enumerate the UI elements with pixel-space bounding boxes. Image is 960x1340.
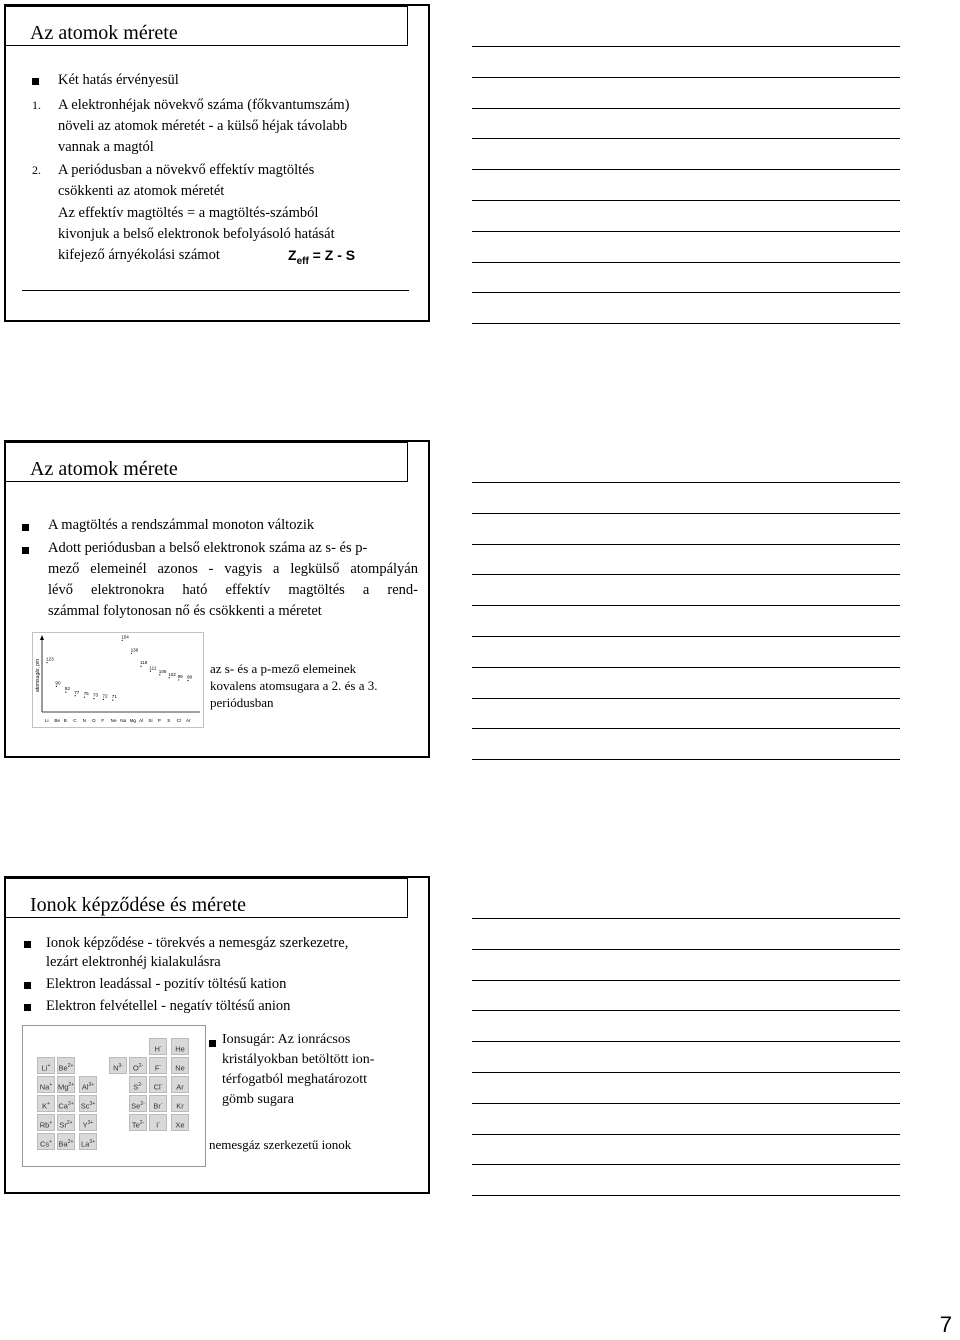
ion-symbol: Sc: [80, 1101, 90, 1111]
bullet-square-icon: [22, 524, 29, 531]
data-label: 111: [149, 665, 157, 671]
bullet-square-icon: [22, 547, 29, 554]
data-point: [65, 692, 66, 693]
data-label: 90: [55, 680, 61, 686]
note-line: [472, 1072, 900, 1073]
ion-cell: [79, 1133, 97, 1150]
bullet-2-line-4: számmal folytonosan nő és csökkenti a méretet: [48, 603, 322, 619]
x-tick-label: Be: [54, 718, 61, 723]
data-label: 102: [168, 671, 176, 677]
note-line: [472, 698, 900, 699]
data-point: [46, 662, 47, 663]
x-tick-label: F: [101, 718, 105, 723]
slide-3: [4, 876, 430, 1194]
ion-symbol: Br: [153, 1101, 161, 1111]
formula-subscript: eff: [296, 255, 309, 267]
ion-charge: 2-: [140, 1101, 145, 1107]
note-line: [472, 138, 900, 139]
bullet-2-line-3: lévő elektronokra ható effektív magtöltés a rend-: [48, 582, 418, 598]
ion-charge: 2+: [68, 1082, 75, 1088]
data-point: [75, 695, 76, 696]
ion-cell: [37, 1114, 55, 1131]
ion-symbol: N: [113, 1063, 119, 1073]
note-line: [472, 980, 900, 981]
data-point: [122, 640, 123, 641]
ion-charge: 2-: [139, 1120, 145, 1126]
list-item-2-line-1: A periódusban a növekvő effektív magtöltés: [58, 162, 315, 178]
x-tick-label: S: [167, 718, 171, 723]
ion-symbol: Al: [81, 1082, 89, 1092]
side-bullet-line-2: kristályokban betöltött ion-: [222, 1052, 375, 1067]
ion-charge: -: [158, 1120, 160, 1126]
bullet-square-icon: [32, 78, 39, 85]
ion-cell: [57, 1095, 75, 1112]
formula-z: Z: [288, 247, 297, 263]
ion-cell: [79, 1076, 97, 1093]
ion-cell: [57, 1076, 75, 1093]
ion-cell: [129, 1076, 147, 1093]
data-point: [56, 686, 57, 687]
ion-cell: [79, 1095, 97, 1112]
ion-symbol: Ca: [58, 1101, 68, 1111]
ion-cell: [149, 1114, 167, 1131]
note-line: [472, 949, 900, 950]
data-point: [84, 697, 85, 698]
ion-symbol: Xe: [175, 1120, 185, 1130]
data-point: [150, 671, 151, 672]
x-tick-label: P: [157, 718, 161, 723]
side-note: nemesgáz szerkezetű ionok: [209, 1137, 352, 1152]
note-line: [472, 513, 900, 514]
ion-charge: +: [47, 1101, 50, 1107]
list-item-1-line-3: vannak a magtól: [58, 139, 154, 155]
ion-symbol: O: [132, 1063, 139, 1073]
slide-3-bullet-2: Elektron leadással - pozitív töltésű kation: [46, 976, 287, 992]
note-line: [472, 231, 900, 232]
ion-symbol: Rb: [39, 1120, 50, 1130]
slide-2-bullet-1: A magtöltés a rendszámmal monoton változik: [48, 517, 315, 533]
ion-charge: +: [49, 1120, 53, 1126]
note-line: [472, 574, 900, 575]
ion-symbol: Sr: [59, 1120, 67, 1130]
x-tick-label: Li: [45, 718, 49, 723]
ion-charge: -: [159, 1044, 162, 1050]
data-point: [169, 677, 170, 678]
ion-grid: [23, 1026, 205, 1166]
ion-cell: [129, 1095, 147, 1112]
ion-cell: [37, 1057, 55, 1074]
note-line: [472, 728, 900, 729]
chart-caption-line-1: az s- és a p-mező elemeinek: [210, 661, 357, 676]
ion-symbol: Y: [82, 1120, 88, 1130]
x-tick-label: Cl: [176, 718, 181, 723]
data-label: 77: [74, 689, 80, 695]
data-point: [103, 699, 104, 700]
ion-symbol: Be: [58, 1063, 68, 1073]
ion-symbol: Ar: [176, 1082, 184, 1092]
x-tick-label: C: [73, 718, 77, 723]
paragraph-line-2: kivonjuk a belső elektronok befolyásoló hatását: [58, 226, 335, 242]
slide-3-title: Ionok képződése és mérete: [30, 894, 247, 916]
ion-charge: 3+: [89, 1139, 96, 1145]
ion-symbol: Cs: [39, 1139, 50, 1149]
data-point: [140, 666, 141, 667]
note-line: [472, 636, 900, 637]
ion-symbol: Ba: [58, 1139, 68, 1149]
ion-cell: [149, 1095, 167, 1112]
ion-charge: 3+: [89, 1101, 96, 1107]
ion-cell: [171, 1095, 189, 1112]
ion-charge: 2+: [67, 1139, 74, 1145]
page-number: 7: [939, 1312, 952, 1337]
ion-symbol: He: [175, 1044, 185, 1054]
note-line: [472, 918, 900, 919]
paragraph-line-1: Az effektív magtöltés = a magtöltés-számból: [58, 205, 319, 221]
ion-cell: [37, 1133, 55, 1150]
data-point: [159, 674, 160, 675]
paragraph-line-3: kifejező árnyékolási számot: [58, 247, 220, 263]
chart-caption-line-3: periódusban: [210, 695, 274, 710]
slide-3-bullet-1-line-1: Ionok képződése - törekvés a nemesgáz szerkezetre,: [46, 935, 349, 951]
note-line: [472, 605, 900, 606]
ion-charge: +: [47, 1063, 51, 1069]
side-bullet-line-3: térfogatból meghatározott: [222, 1072, 367, 1087]
slide-3-bullet-1-line-2: lezárt elektronhéj kialakulásra: [46, 954, 221, 970]
side-bullet-line-4: gömb sugara: [222, 1092, 294, 1107]
data-point: [187, 680, 188, 681]
ion-table-figure: [22, 1025, 206, 1167]
ion-charge: 2+: [66, 1120, 73, 1126]
ion-charge: 2+: [67, 1063, 74, 1069]
atomic-radius-chart: [32, 632, 204, 728]
bullet-square-icon: [24, 941, 31, 948]
data-label: 118: [140, 660, 148, 666]
ion-cell: [57, 1133, 75, 1150]
ion-charge: -: [159, 1063, 162, 1069]
bullet-square-icon: [24, 982, 31, 989]
ion-charge: 2-: [138, 1082, 143, 1088]
ion-symbol: Kr: [176, 1101, 184, 1111]
ion-cell: [171, 1057, 189, 1074]
ion-cell: [149, 1057, 167, 1074]
x-tick-label: Mg: [129, 718, 136, 723]
ion-cell: [149, 1038, 167, 1055]
bullet-square-icon: [209, 1040, 216, 1047]
note-line: [472, 1041, 900, 1042]
slide-1-title: Az atomok mérete: [30, 22, 178, 44]
data-label: 136: [130, 647, 139, 653]
data-label: 75: [83, 691, 89, 697]
ion-symbol: H: [154, 1044, 160, 1054]
ion-symbol: Ne: [175, 1063, 185, 1073]
note-line: [472, 169, 900, 170]
note-line: [472, 1134, 900, 1135]
x-tick-label: N: [82, 718, 86, 723]
bullet-2-line-2: mező elemeinél azonos - vagyis a legkülső atompályán: [48, 561, 418, 577]
note-line: [472, 667, 900, 668]
data-label: 99: [177, 673, 183, 679]
data-point: [93, 698, 94, 699]
chart-caption-line-2: kovalens atomsugara a 2. és a 3.: [210, 678, 378, 693]
side-bullet-line-1: Ionsugár: Az ionrácsos: [222, 1032, 351, 1047]
note-line: [472, 292, 900, 293]
ion-symbol: Mg: [58, 1082, 69, 1092]
data-label: 154: [121, 634, 129, 640]
ion-symbol: Na: [39, 1082, 50, 1092]
list-number: 2.: [32, 163, 41, 177]
ion-symbol: Li: [41, 1063, 48, 1073]
data-point: [131, 653, 132, 654]
x-tick-label: Al: [139, 718, 144, 723]
x-tick-label: Na: [120, 718, 127, 723]
zeff-formula: [288, 245, 355, 272]
list-item-2-line-2: csökkenti az atomok méretét: [58, 183, 225, 199]
list-item-1-line-1: A elektronhéjak növekvő száma (főkvantumszám): [58, 97, 350, 113]
note-line: [472, 1195, 900, 1196]
data-point: [178, 679, 179, 680]
ion-cell: [149, 1076, 167, 1093]
ion-charge: +: [49, 1139, 53, 1145]
slide-2-title: Az atomok mérete: [30, 458, 178, 480]
ion-charge: 2+: [67, 1101, 74, 1107]
ion-charge: +: [49, 1082, 53, 1088]
ion-charge: 3-: [118, 1063, 123, 1069]
ion-symbol: F: [154, 1063, 160, 1073]
bullet-square-icon: [24, 1004, 31, 1011]
ion-cell: [109, 1057, 127, 1074]
data-label: 72: [102, 693, 108, 699]
ion-cell: [171, 1114, 189, 1131]
note-line: [472, 108, 900, 109]
ion-cell: [171, 1038, 189, 1055]
note-line: [472, 1164, 900, 1165]
ion-cell: [79, 1114, 97, 1131]
ion-symbol: K: [42, 1101, 48, 1111]
ion-charge: -: [160, 1101, 163, 1107]
ion-cell: [57, 1057, 75, 1074]
data-point: [112, 699, 113, 700]
data-label: 123: [46, 656, 54, 662]
data-label: 82: [64, 686, 70, 692]
list-number: 1.: [32, 98, 41, 112]
slide-3-bullet-3: Elektron felvétellel - negatív töltésű anion: [46, 998, 291, 1014]
formula-rest: = Z - S: [308, 247, 356, 263]
data-label: 98: [187, 674, 193, 680]
slide-1-underline: [22, 290, 409, 291]
ion-symbol: I: [156, 1120, 159, 1130]
x-tick-label: Ne: [110, 718, 117, 723]
ion-symbol: Te: [131, 1120, 140, 1130]
ion-symbol: La: [80, 1139, 90, 1149]
note-line: [472, 323, 900, 324]
note-line: [472, 482, 900, 483]
slide-1-bullet: Két hatás érvényesül: [58, 72, 179, 88]
x-tick-label: Si: [148, 718, 153, 723]
note-line: [472, 77, 900, 78]
ion-cell: [57, 1114, 75, 1131]
ion-charge: 3+: [88, 1082, 95, 1088]
note-line: [472, 1010, 900, 1011]
note-line: [472, 200, 900, 201]
x-tick-label: O: [92, 718, 96, 723]
ion-cell: [129, 1114, 147, 1131]
x-tick-label: B: [63, 718, 67, 723]
ion-charge: 2-: [138, 1063, 144, 1069]
ion-charge: -: [160, 1082, 163, 1088]
note-line: [472, 759, 900, 760]
ion-cell: [129, 1057, 147, 1074]
y-axis-label: atomsugár, pm: [35, 658, 41, 692]
note-line: [472, 262, 900, 263]
x-tick-label: Ar: [186, 718, 191, 723]
note-line: [472, 46, 900, 47]
note-line: [472, 544, 900, 545]
ion-symbol: Cl: [153, 1082, 161, 1092]
ion-symbol: Se: [131, 1101, 141, 1111]
data-label: 71: [111, 694, 117, 700]
ion-cell: [37, 1076, 55, 1093]
ion-symbol: S: [133, 1082, 139, 1092]
slide-2-bullet-2: [48, 538, 418, 622]
ion-cell: [171, 1076, 189, 1093]
bullet-2-line-1: Adott periódusban a belső elektronok száma az s- és p-: [48, 540, 368, 556]
ion-cell: [37, 1095, 55, 1112]
list-item-1-line-2: növeli az atomok méretét - a külső héjak távolabb: [58, 118, 348, 134]
data-label: 73: [93, 692, 99, 698]
ion-charge: 3+: [87, 1120, 94, 1126]
slide-2: [4, 440, 430, 758]
note-line: [472, 1103, 900, 1104]
slide-1: [4, 4, 430, 322]
data-label: 106: [158, 668, 167, 674]
